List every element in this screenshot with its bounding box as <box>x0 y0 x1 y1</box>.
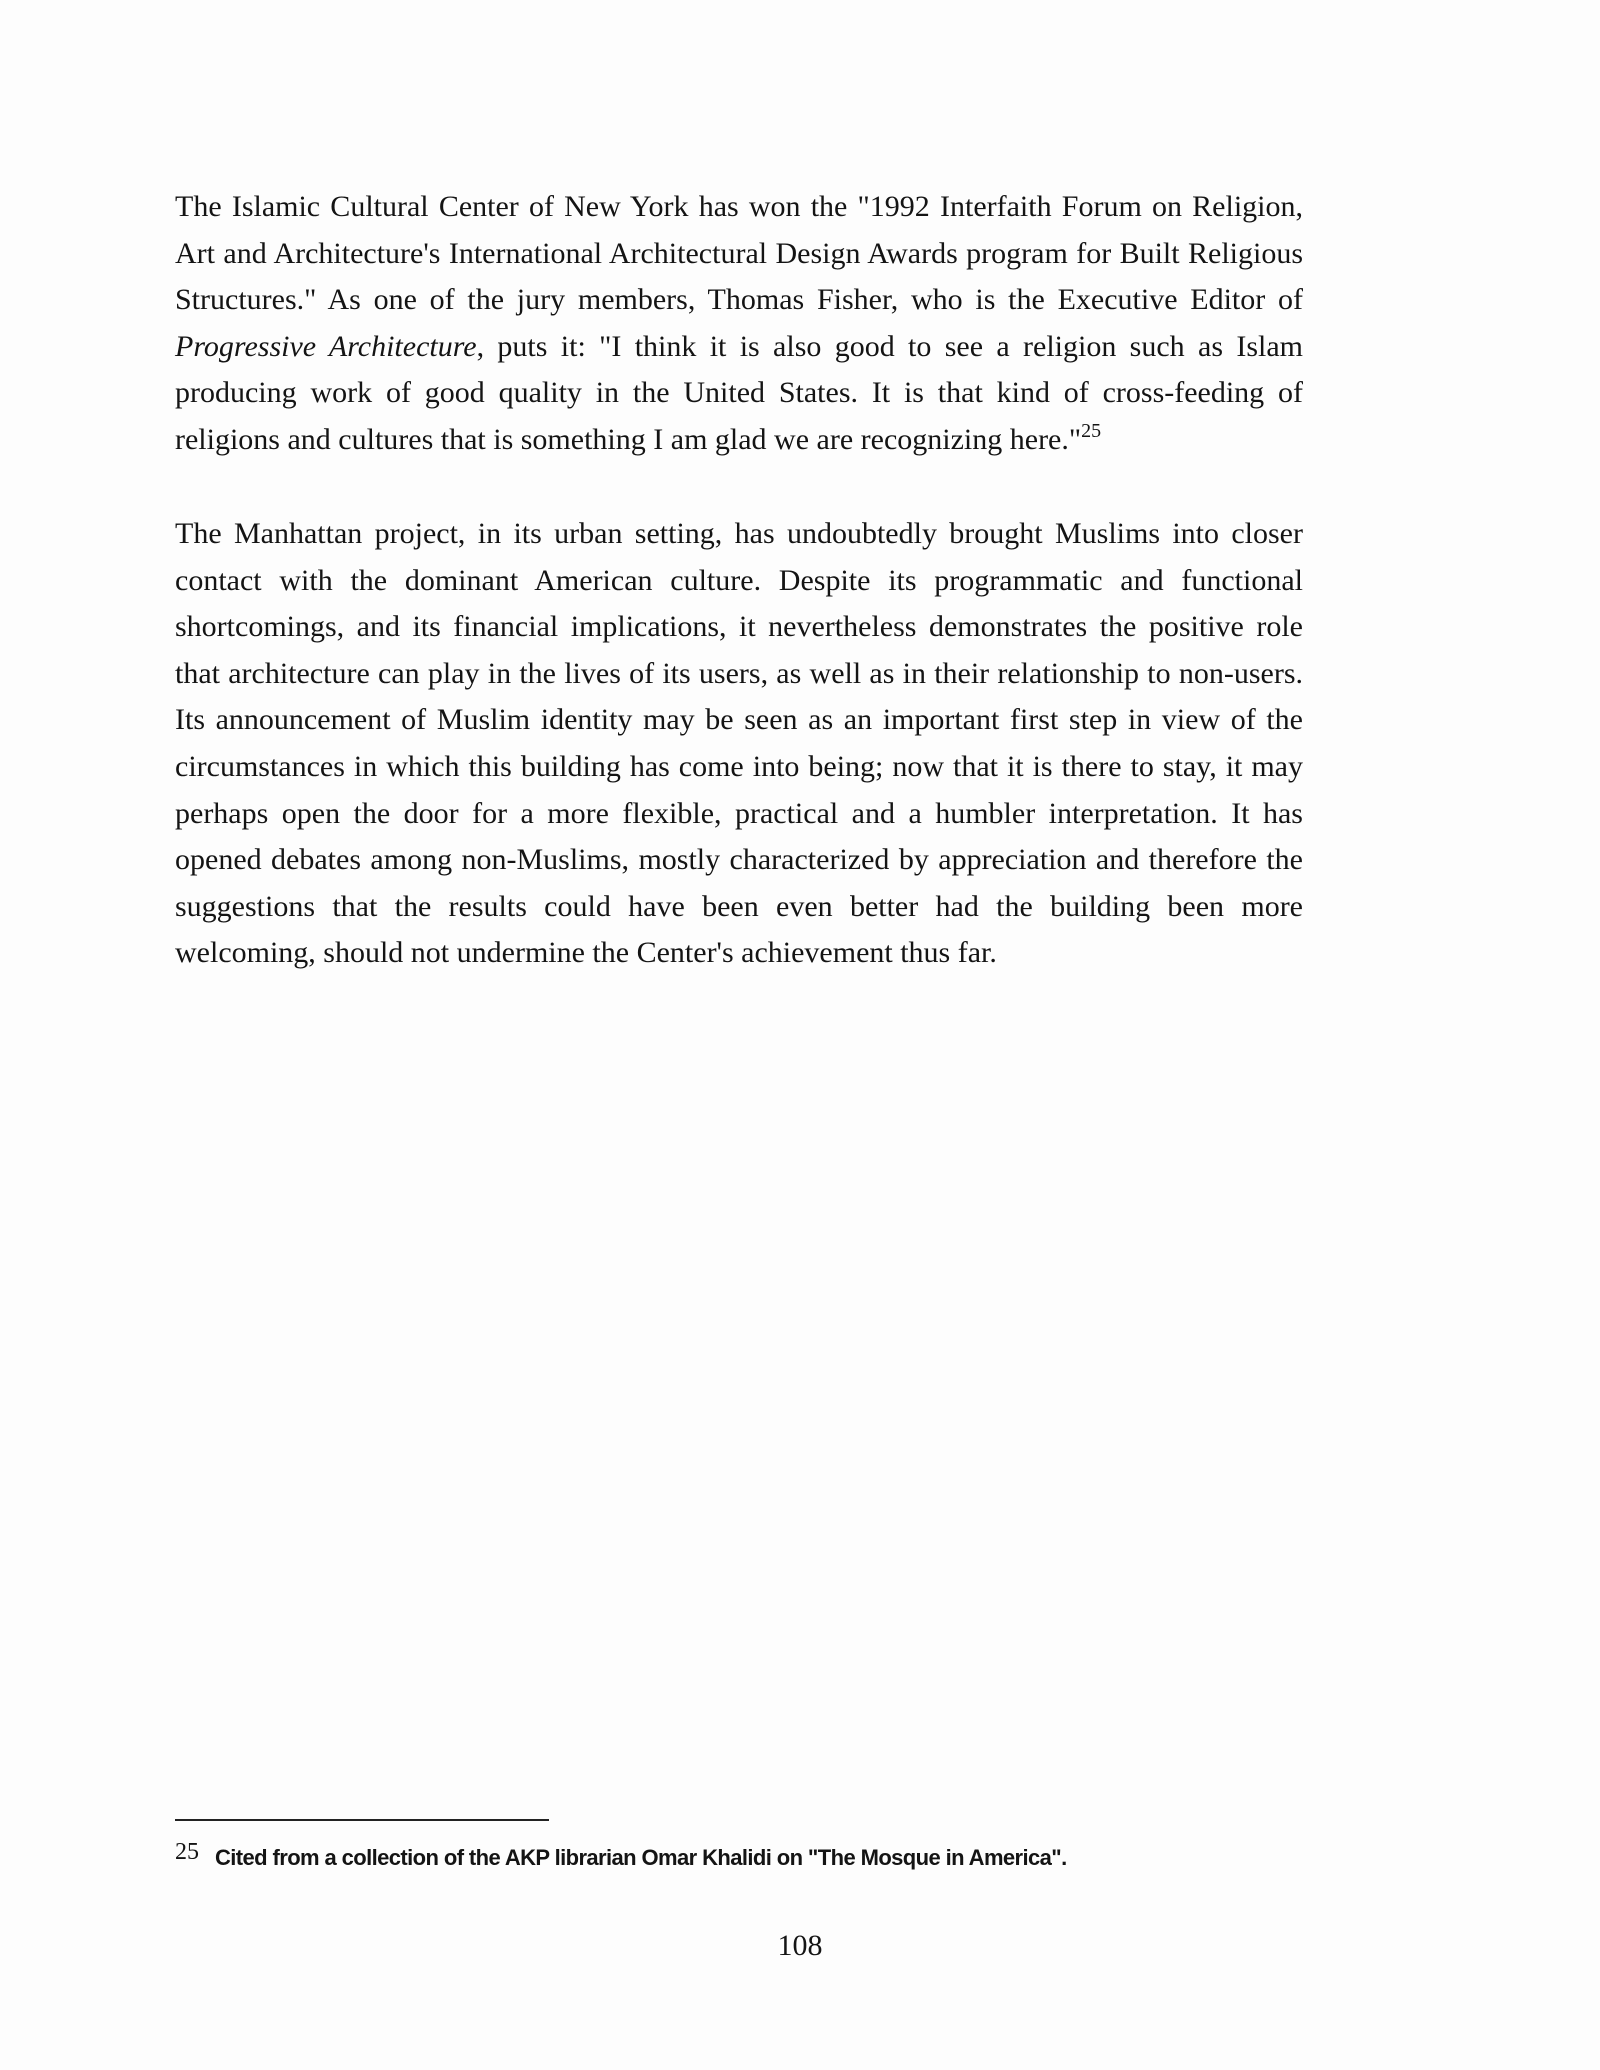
footnote-text: Cited from a collection of the AKP librarian Omar Khalidi on "The Mosque in America". <box>215 1845 1067 1870</box>
page-number: 108 <box>777 1929 823 1962</box>
footnote <box>175 1840 1303 1876</box>
footnote-separator <box>175 1819 549 1821</box>
footnote-number: 25 <box>175 1839 199 1865</box>
body-paragraph-2: The Manhattan project, in its urban setting, has undoubtedly brought Muslims into closer contact with the dominant American culture. Despite its programmatic and functional shortcomings, and its financial implications, it nevertheless demonstrates the positive role that architecture can play in the lives of its users, as well as in their relationship to non-users. Its announcement of Muslim identity may be seen as an important first step in view of the circumstances in which this building has come into being; now that it is there to stay, it may perhaps open the door for a more flexible, practical and a humbler interpretation. It has opened debates among non-Muslims, mostly characterized by appreciation and therefore the suggestions that the results could have been even better had the building been more welcoming, should not undermine the Center's achievement thus far. <box>175 517 1303 970</box>
journal-title: Progressive Architecture <box>175 329 477 363</box>
footnote-reference[interactable]: 25 <box>1081 419 1102 442</box>
paragraph-1-text-end: , puts it: "I think it is also good to see a religion such as Islam producing work of good quality in the United States. It is that kind of cross-feeding of religions and cultures that is something I am glad we are recognizing here." <box>175 329 1303 456</box>
body-paragraph-1 <box>175 184 1303 464</box>
paragraph-1-text-start: The Islamic Cultural Center of New York has won the "1992 Interfaith Forum on Religion, Art and Architecture's International Architectural Design Awards program for Built Religious Structures." As one of the jury members, Thomas Fisher, who is the Executive Editor of <box>175 190 1303 317</box>
